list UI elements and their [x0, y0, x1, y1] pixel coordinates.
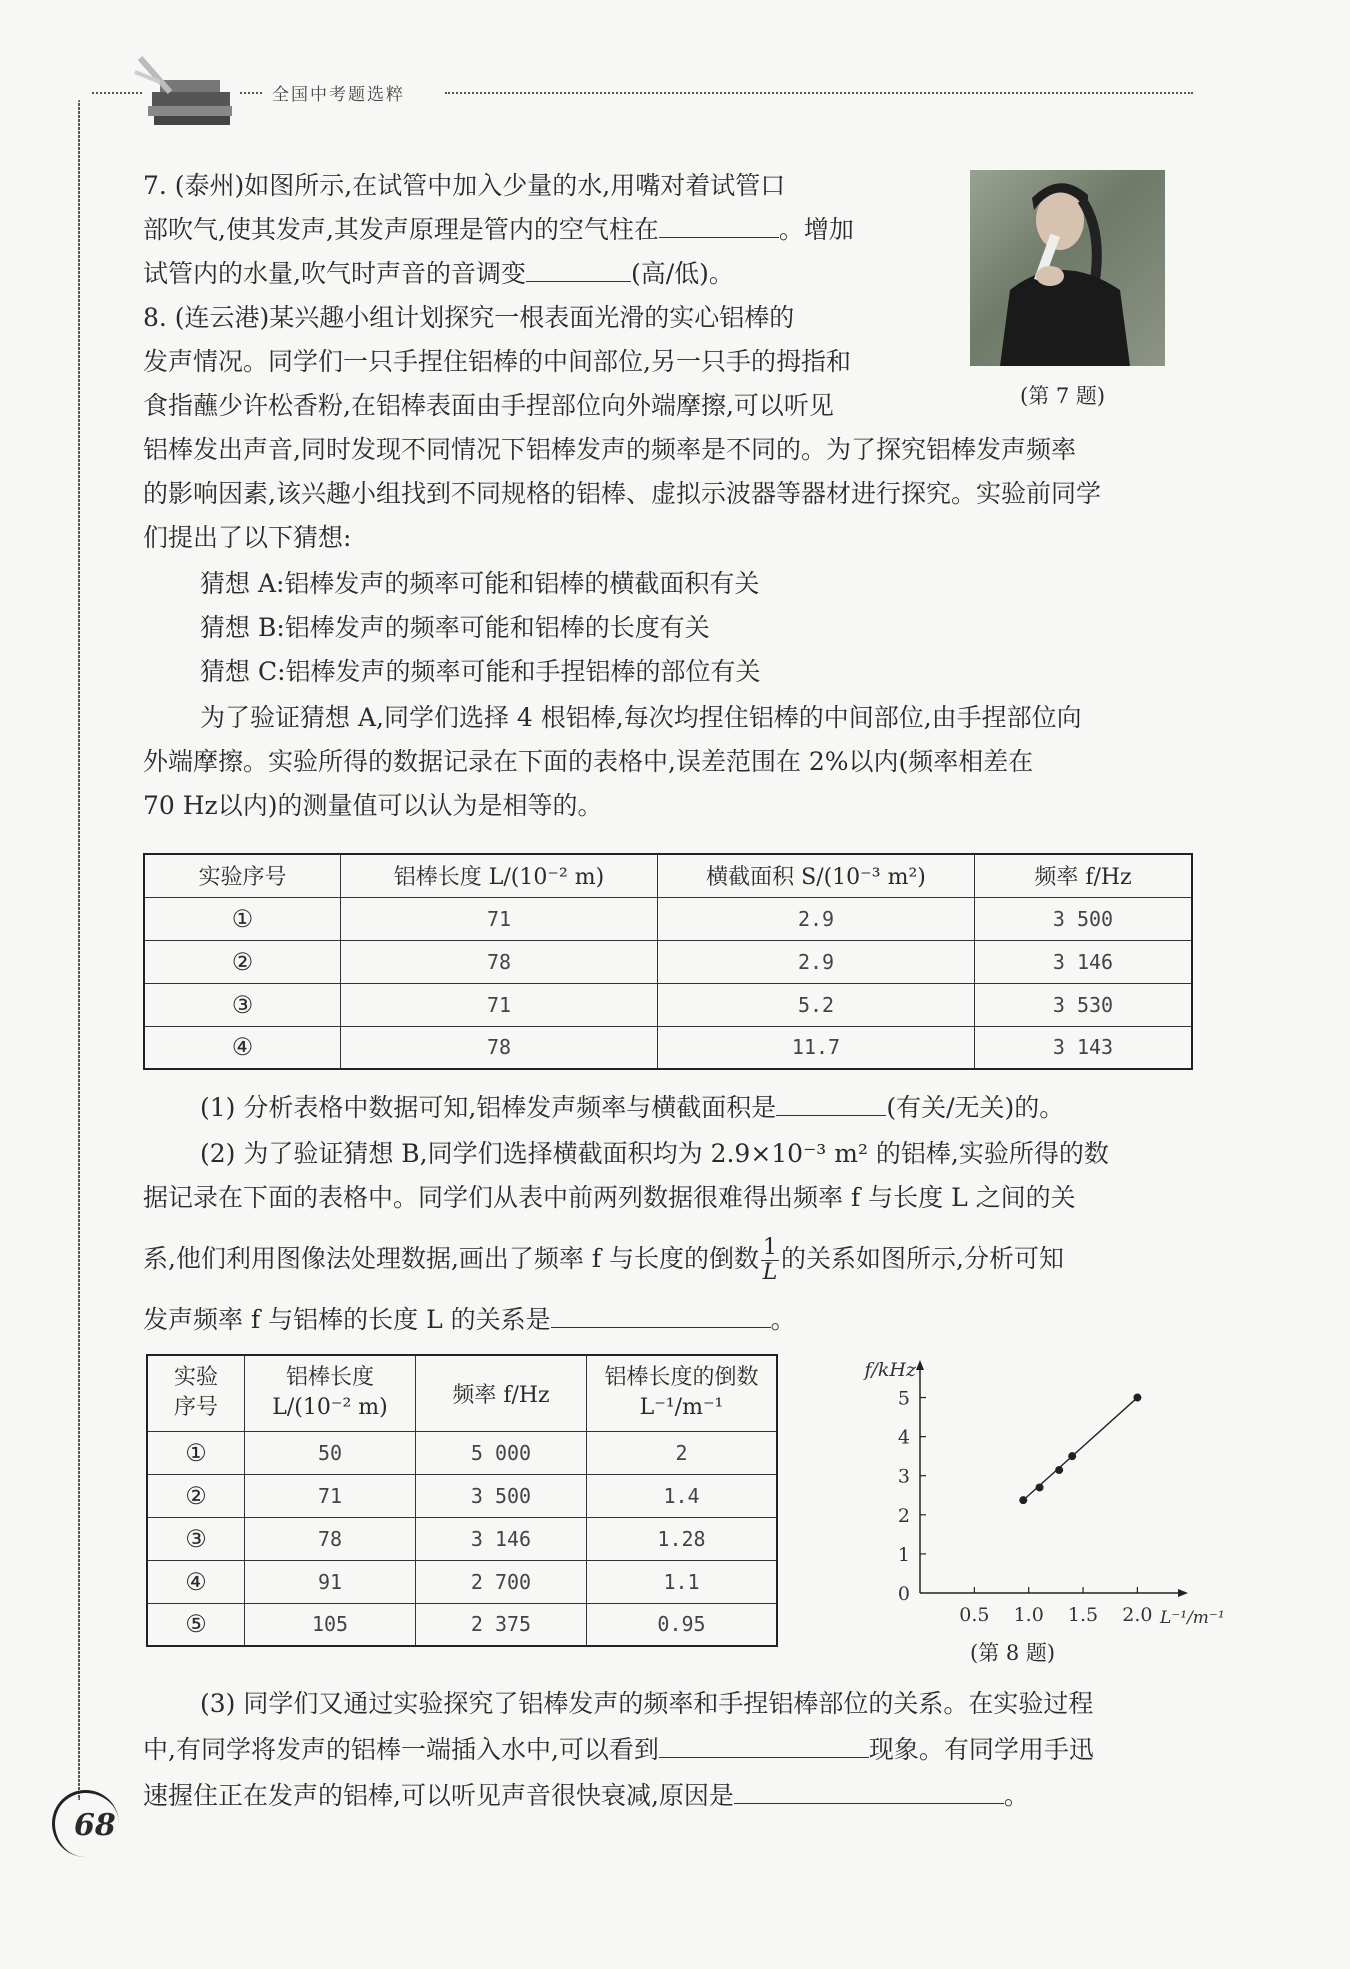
y-tick-label: 2: [897, 1504, 910, 1527]
y-tick-label: 1: [897, 1543, 910, 1566]
table-row: [144, 983, 1192, 1026]
table-cell: 3 500: [416, 1474, 587, 1517]
q7-caption: (第 7 题): [1020, 384, 1106, 408]
table-cell: 1.4: [587, 1474, 778, 1517]
header-right-dots: [445, 92, 1193, 94]
data-table-2: [146, 1354, 778, 1647]
data-point: [1055, 1466, 1063, 1474]
q8-line: 8. (连云港)某兴趣小组计划探究一根表面光滑的实心铝棒的: [143, 303, 795, 332]
y-tick-label: 5: [897, 1387, 910, 1410]
x-tick-label: 1.5: [1067, 1604, 1099, 1626]
q8-caption: (第 8 题): [970, 1641, 1056, 1665]
guess-b: 猜想 B:铝棒发声的频率可能和铝棒的长度有关: [200, 613, 710, 642]
table-cell: 78: [341, 940, 658, 983]
data-point: [1019, 1496, 1027, 1504]
q7-line2: 部吹气,使其发声,其发声原理是管内的空气柱在 。增加: [143, 208, 854, 252]
header-title: 全国中考题选粹: [272, 85, 405, 105]
table-cell: ④: [147, 1560, 245, 1603]
answer-blank[interactable]: [659, 1731, 869, 1758]
y-tick-label: 0: [897, 1583, 910, 1605]
table-header-cell: 横截面积 S/(10⁻³ m²): [658, 854, 975, 897]
table-cell: ①: [144, 897, 341, 940]
q8-line: 的影响因素,该兴趣小组找到不同规格的铝棒、虚拟示波器等器材进行探究。实验前同学: [143, 479, 1101, 508]
table-row: [147, 1603, 777, 1646]
table-cell: ①: [147, 1431, 245, 1474]
table-row: [147, 1517, 777, 1560]
y-tick-label: 4: [897, 1426, 910, 1449]
sub3-line1: (3) 同学们又通过实验探究了铝棒发声的频率和手捏铝棒部位的关系。在实验过程: [200, 1689, 1094, 1718]
q8-line: 发声情况。同学们一只手捏住铝棒的中间部位,另一只手的拇指和: [143, 347, 851, 376]
table-row: [144, 1026, 1192, 1069]
sub3-line2: 中,有同学将发声的铝棒一端插入水中,可以看到 现象。有同学用手迅: [143, 1728, 1094, 1772]
table-header-cell: 铝棒长度 L/(10⁻² m): [341, 854, 658, 897]
data-point: [1133, 1394, 1141, 1402]
table-row: [147, 1474, 777, 1517]
answer-blank[interactable]: [776, 1089, 886, 1116]
x-tick-label: 2.0: [1122, 1604, 1153, 1626]
table-row: [144, 897, 1192, 940]
table-cell: 3 530: [975, 983, 1193, 1026]
table-cell: 11.7: [658, 1026, 975, 1069]
x-axis-arrow: [1178, 1589, 1188, 1597]
x-tick-label: 0.5: [959, 1604, 990, 1626]
table-cell: 2: [587, 1431, 778, 1474]
table-header-cell: 实验序号: [144, 854, 341, 897]
table-cell: 3 146: [416, 1517, 587, 1560]
answer-blank[interactable]: [659, 211, 779, 238]
table-cell: 71: [341, 897, 658, 940]
table-header-cell: 频率 f/Hz: [975, 854, 1193, 897]
table-row: [144, 940, 1192, 983]
q8-line: 们提出了以下猜想:: [143, 523, 352, 552]
table-row: [147, 1431, 777, 1474]
table-cell: 1.1: [587, 1560, 778, 1603]
data-point: [1036, 1483, 1044, 1491]
table-header-cell: 铝棒长度 L/(10⁻² m): [245, 1355, 416, 1431]
guess-c: 猜想 C:铝棒发声的频率可能和手捏铝棒的部位有关: [200, 657, 761, 686]
table-cell: 78: [245, 1517, 416, 1560]
q7-line3: 试管内的水量,吹气时声音的音调变 (高/低)。: [143, 252, 734, 296]
table-header-cell: 实验 序号: [147, 1355, 245, 1431]
q7-photo: [970, 170, 1165, 366]
header-left-dots: [92, 92, 142, 94]
table-cell: 3 146: [975, 940, 1193, 983]
y-axis-label: f/kHz: [864, 1359, 916, 1381]
data-table-1: [143, 853, 1193, 1070]
x-axis-label: L⁻¹/m⁻¹: [1160, 1608, 1225, 1628]
sub3-line3: 速握住正在发声的铝棒,可以听见声音很快衰减,原因是 。: [143, 1774, 1029, 1818]
table-header-cell: 频率 f/Hz: [416, 1355, 587, 1431]
table-cell: 50: [245, 1431, 416, 1474]
table-cell: 91: [245, 1560, 416, 1603]
page-number: 68: [74, 1808, 116, 1843]
left-margin-dots: [78, 100, 80, 1800]
answer-blank[interactable]: [526, 255, 631, 282]
q7-line1: 7. (泰州)如图所示,在试管中加入少量的水,用嘴对着试管口: [143, 171, 786, 200]
table-cell: ②: [147, 1474, 245, 1517]
sub2-line3: 系,他们利用图像法处理数据,画出了频率 f 与长度的倒数 $\frac{1}{L}$ 的关系如图所示,分析可知: [143, 1235, 1064, 1285]
table-header-row: [147, 1355, 777, 1431]
books-icon: [130, 52, 240, 130]
sub1: (1) 分析表格中数据可知,铝棒发声频率与横截面积是 (有关/无关)的。: [200, 1086, 1064, 1130]
sub2-line4: 发声频率 f 与铝棒的长度 L 的关系是 。: [143, 1298, 796, 1342]
table-cell: ④: [144, 1026, 341, 1069]
y-axis-arrow: [916, 1360, 924, 1370]
table-cell: 5 000: [416, 1431, 587, 1474]
answer-blank[interactable]: [551, 1301, 771, 1328]
y-tick-label: 3: [897, 1465, 910, 1488]
table-cell: 2.9: [658, 940, 975, 983]
table-cell: 105: [245, 1603, 416, 1646]
q8-para2: 70 Hz以内)的测量值可以认为是相等的。: [143, 791, 603, 820]
q8-line: 铝棒发出声音,同时发现不同情况下铝棒发声的频率是不同的。为了探究铝棒发声频率: [143, 435, 1076, 464]
table-row: [147, 1560, 777, 1603]
header-mid-dots: [240, 92, 262, 94]
q8-line: 食指蘸少许松香粉,在铝棒表面由手捏部位向外端摩擦,可以听见: [143, 391, 834, 420]
table-cell: 78: [341, 1026, 658, 1069]
table-cell: ⑤: [147, 1603, 245, 1646]
table-cell: 2 700: [416, 1560, 587, 1603]
table-cell: 5.2: [658, 983, 975, 1026]
table-cell: 1.28: [587, 1517, 778, 1560]
table-cell: 0.95: [587, 1603, 778, 1646]
table-cell: 71: [341, 983, 658, 1026]
table-cell: ③: [147, 1517, 245, 1560]
table-cell: 2.9: [658, 897, 975, 940]
guess-a: 猜想 A:铝棒发声的频率可能和铝棒的横截面积有关: [200, 569, 760, 598]
table-header-cell: 铝棒长度的倒数 L⁻¹/m⁻¹: [587, 1355, 778, 1431]
table-cell: 3 500: [975, 897, 1193, 940]
q8-para2: 外端摩擦。实验所得的数据记录在下面的表格中,误差范围在 2%以内(频率相差在: [143, 747, 1034, 776]
sub2-line1: (2) 为了验证猜想 B,同学们选择横截面积均为 2.9×10⁻³ m² 的铝棒,实验所得的数: [200, 1139, 1109, 1168]
data-point: [1068, 1452, 1076, 1460]
q8-para2: 为了验证猜想 A,同学们选择 4 根铝棒,每次均捏住铝棒的中间部位,由手捏部位向: [200, 703, 1082, 732]
table-cell: ③: [144, 983, 341, 1026]
header-decoration: [130, 52, 240, 130]
table-cell: 2 375: [416, 1603, 587, 1646]
x-tick-label: 1.0: [1013, 1604, 1044, 1626]
fraction: $\frac{1}{L}$: [762, 1235, 778, 1285]
answer-blank[interactable]: [734, 1777, 1004, 1804]
frequency-chart: [830, 1355, 1225, 1655]
table-cell: ②: [144, 940, 341, 983]
table-cell: 3 143: [975, 1026, 1193, 1069]
table-cell: 71: [245, 1474, 416, 1517]
sub2-line2: 据记录在下面的表格中。同学们从表中前两列数据很难得出频率 f 与长度 L 之间的关: [143, 1183, 1076, 1212]
table-header-row: [144, 854, 1192, 897]
